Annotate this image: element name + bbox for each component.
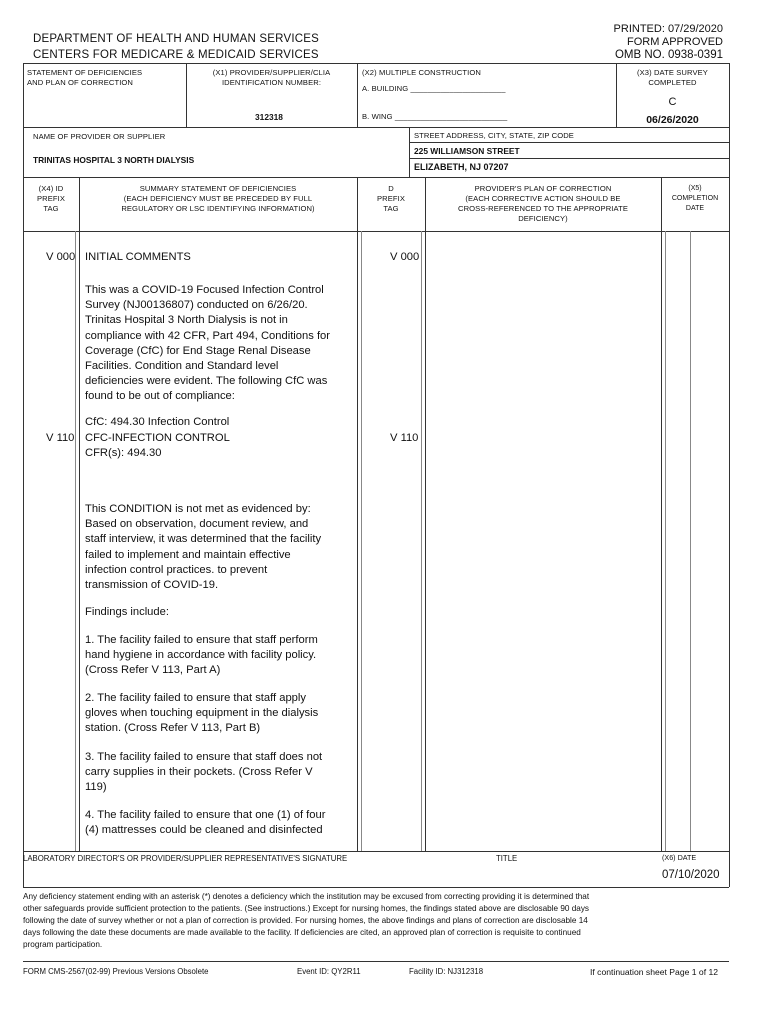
provider-name-label: NAME OF PROVIDER OR SUPPLIER <box>33 132 166 141</box>
page-indicator: If continuation sheet Page 1 of 12 <box>590 967 719 977</box>
survey-intro-paragraph: This was a COVID-19 Focused Infection Control Survey (NJ00136807) conducted on 6/26/20. Trinitas Hospital 3 North Dialysis is not in compliance with 42 CFR, Part 494, Conditions for Coverage (CfC) for End Stage Renal Disease Facilities. Condition and Standard level deficiencies were evident. The following CfC was found to be out of compliance: <box>85 284 330 403</box>
address-label: STREET ADDRESS, CITY, STATE, ZIP CODE <box>414 131 574 140</box>
d-prefix-header: D PREFIX TAG <box>376 184 406 213</box>
finding-4: 4. The facility failed to ensure that one (1) of four (4) mattresses could be cleaned and disinfected <box>85 809 326 837</box>
v110-cfr: CFR(s): 494.30 <box>85 447 162 459</box>
event-id: Event ID: QY2R11 <box>297 967 361 976</box>
department-header <box>33 31 319 63</box>
v000-prefix-tag: V 000 <box>46 251 76 263</box>
city-state-zip: ELIZABETH, NJ 07207 <box>414 162 509 172</box>
cfc-line: CfC: 494.30 Infection Control <box>85 416 230 428</box>
title-label: TITLE <box>496 854 518 863</box>
x3-label: (X3) DATE SURVEY COMPLETED <box>637 68 708 87</box>
finding-1: 1. The facility failed to ensure that staff perform hand hygiene in accordance with facility policy. (Cross Refer V 113, Part A) <box>85 634 318 677</box>
street-address: 225 WILLIAMSON STREET <box>414 146 520 156</box>
x5-header: (X5) COMPLETION DATE <box>671 185 719 212</box>
findings-heading: Findings include: <box>85 606 169 618</box>
condition-paragraph: This CONDITION is not met as evidenced by: Based on observation, document review, and staff interview, it was determined that the facility failed to implement and maintain effective infection control practices. to prevent transmission of COVID-19. <box>85 503 322 592</box>
x2-building: A. BUILDING ______________________ <box>362 84 506 93</box>
finding-3: 3. The facility failed to ensure that staff does not carry supplies in their pockets. (Cross Refer V 119) <box>85 751 323 794</box>
department-line-1: DEPARTMENT OF HEALTH AND HUMAN SERVICES <box>33 33 319 45</box>
x1-label: (X1) PROVIDER/SUPPLIER/CLIA IDENTIFICATION NUMBER: <box>212 68 331 87</box>
provider-name: TRINITAS HOSPITAL 3 NORTH DIALYSIS <box>33 155 195 165</box>
signature-label: LABORATORY DIRECTOR'S OR PROVIDER/SUPPLIER REPRESENTATIVE'S SIGNATURE <box>23 854 348 863</box>
summary-header: SUMMARY STATEMENT OF DEFICIENCIES (EACH DEFICIENCY MUST BE PRECEDED BY FULL REGULATORY OR LSC IDENTIFYING INFORMATION) <box>121 184 315 213</box>
x2-label: (X2) MULTIPLE CONSTRUCTION <box>362 68 481 77</box>
v110-title: CFC-INFECTION CONTROL <box>85 432 230 444</box>
signature-date: 07/10/2020 <box>662 869 720 881</box>
x4-header: (X4) ID PREFIX TAG <box>36 184 66 213</box>
survey-date: 06/26/2020 <box>646 114 699 126</box>
omb-number: OMB NO. 0938-0391 <box>614 49 723 61</box>
x3-c: C <box>668 96 677 108</box>
print-info <box>614 23 723 62</box>
provider-number: 312318 <box>255 112 283 122</box>
department-line-2: CENTERS FOR MEDICARE & MEDICAID SERVICES <box>33 49 319 61</box>
disclosure-notice: Any deficiency statement ending with an asterisk (*) denotes a deficiency which the institution may be excused from correcting providing it is determined that other safeguards provide sufficient protection to the patients. (See instructions.) Except for nursing homes, the findings stated above are disclosable 90 days following the date of survey whether or not a plan of correction is provided. For nursing homes, the above findings and plans of correction are disclosable 14 days following the date these documents are made available to the facility. If deficiencies are cited, an approved plan of correction is requisite to continued program participation. <box>23 892 590 949</box>
statement-label: STATEMENT OF DEFICIENCIES AND PLAN OF CORRECTION <box>27 68 143 87</box>
form-approved: FORM APPROVED <box>627 36 723 48</box>
v110-d-prefix-tag: V 110 <box>390 432 419 444</box>
v000-title: INITIAL COMMENTS <box>85 251 191 263</box>
printed-date: PRINTED: 07/29/2020 <box>613 23 723 35</box>
facility-id: Facility ID: NJ312318 <box>409 967 484 976</box>
v110-prefix-tag: V 110 <box>46 432 75 444</box>
finding-2: 2. The facility failed to ensure that staff apply gloves when touching equipment in the dialysis station. (Cross Refer V 113, Part B) <box>85 692 319 735</box>
x2-wing: B. WING __________________________ <box>362 112 508 121</box>
plan-header: PROVIDER'S PLAN OF CORRECTION (EACH CORRECTIVE ACTION SHOULD BE CROSS-REFERENCED TO THE APPROPRIATE DEFICIENCY) <box>457 184 629 223</box>
v000-d-prefix-tag: V 000 <box>390 251 420 263</box>
x6-date-label: (X6) DATE <box>662 853 697 862</box>
form-number: FORM CMS-2567(02-99) Previous Versions Obsolete <box>23 967 209 976</box>
